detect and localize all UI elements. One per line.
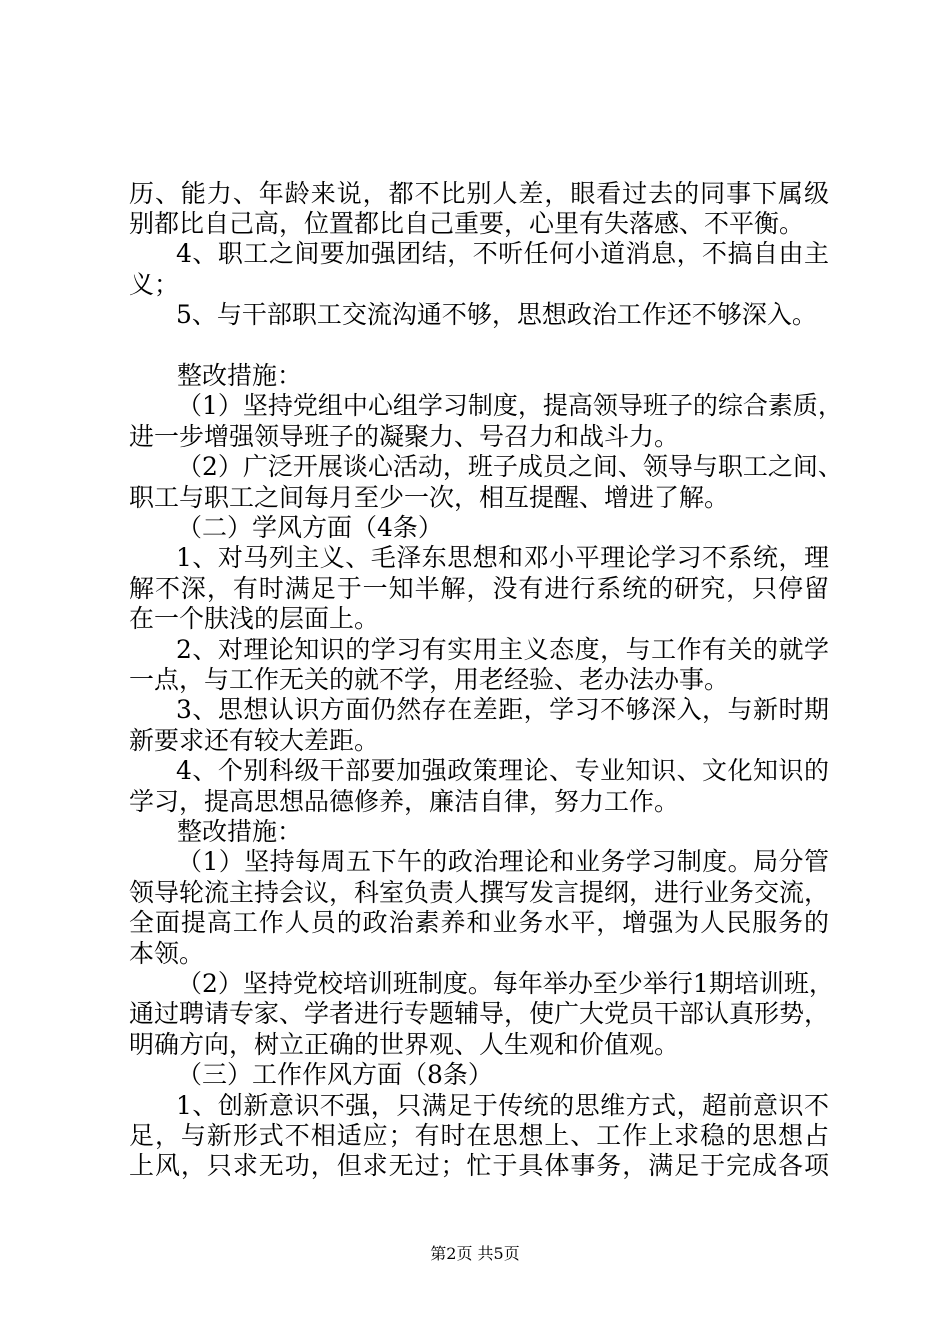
text-line: 2、对理论知识的学习有实用主义态度，与工作有关的就学	[176, 635, 829, 664]
text-line: 4、个别科级干部要加强政策理论、专业知识、文化知识的	[176, 756, 829, 785]
text-line: 1、对马列主义、毛泽东思想和邓小平理论学习不系统，理	[176, 543, 829, 572]
text-line: 义；	[129, 270, 180, 299]
text-line: 明确方向，树立正确的世界观、人生观和价值观。	[129, 1030, 680, 1059]
section-heading: （三）工作作风方面（8条）	[177, 1060, 493, 1089]
text-line: 上风，只求无功，但求无过；忙于具体事务，满足于完成各项	[129, 1151, 829, 1180]
section-heading: 整改措施：	[177, 361, 303, 390]
text-line: 一点，与工作无关的就不学，用老经验、老办法办事。	[129, 665, 730, 694]
text-line: 本领。	[129, 939, 205, 968]
text-line: 学习，提高思想品德修养，廉洁自律，努力工作。	[129, 787, 680, 816]
page-number-footer: 第2页 共5页	[430, 1244, 520, 1263]
text-line: 4、职工之间要加强团结，不听任何小道消息，不搞自由主	[176, 239, 829, 268]
text-line: 职工与职工之间每月至少一次，相互提醒、增进了解。	[129, 483, 730, 512]
section-heading: （二）学风方面（4条）	[177, 513, 443, 542]
section-heading: 整改措施：	[177, 817, 303, 846]
text-line: 通过聘请专家、学者进行专题辅导，使广大党员干部认真形势，	[129, 999, 830, 1028]
text-line: （2）坚持党校培训班制度。每年举办至少举行1期培训班，	[177, 969, 834, 998]
text-line: 1、创新意识不强，只满足于传统的思维方式，超前意识不	[176, 1091, 829, 1120]
text-line: 别都比自己高，位置都比自己重要，心里有失落感、不平衡。	[129, 209, 805, 238]
text-line: 在一个肤浅的层面上。	[129, 604, 380, 633]
text-line: 历、能力、年龄来说，都不比别人差，眼看过去的同事下属级	[129, 179, 829, 208]
text-line: 进一步增强领导班子的凝聚力、号召力和战斗力。	[129, 422, 680, 451]
text-line: 全面提高工作人员的政治素养和业务水平，增强为人民服务的	[129, 908, 829, 937]
text-line: （2）广泛开展谈心活动，班子成员之间、领导与职工之间、	[177, 452, 843, 481]
text-line: （1）坚持每周五下午的政治理论和业务学习制度。局分管	[177, 847, 829, 876]
text-line: 3、思想认识方面仍然存在差距，学习不够深入，与新时期	[176, 695, 829, 724]
text-line: 5、与干部职工交流沟通不够，思想政治工作还不够深入。	[176, 300, 817, 329]
text-line: 足，与新形式不相适应；有时在思想上、工作上求稳的思想占	[129, 1121, 829, 1150]
text-line: （1）坚持党组中心组学习制度，提高领导班子的综合素质，	[177, 391, 843, 420]
text-line: 解不深，有时满足于一知半解，没有进行系统的研究，只停留	[129, 574, 829, 603]
text-line: 新要求还有较大差距。	[129, 726, 380, 755]
text-line: 领导轮流主持会议，科室负责人撰写发言提纲，进行业务交流，	[129, 878, 830, 907]
